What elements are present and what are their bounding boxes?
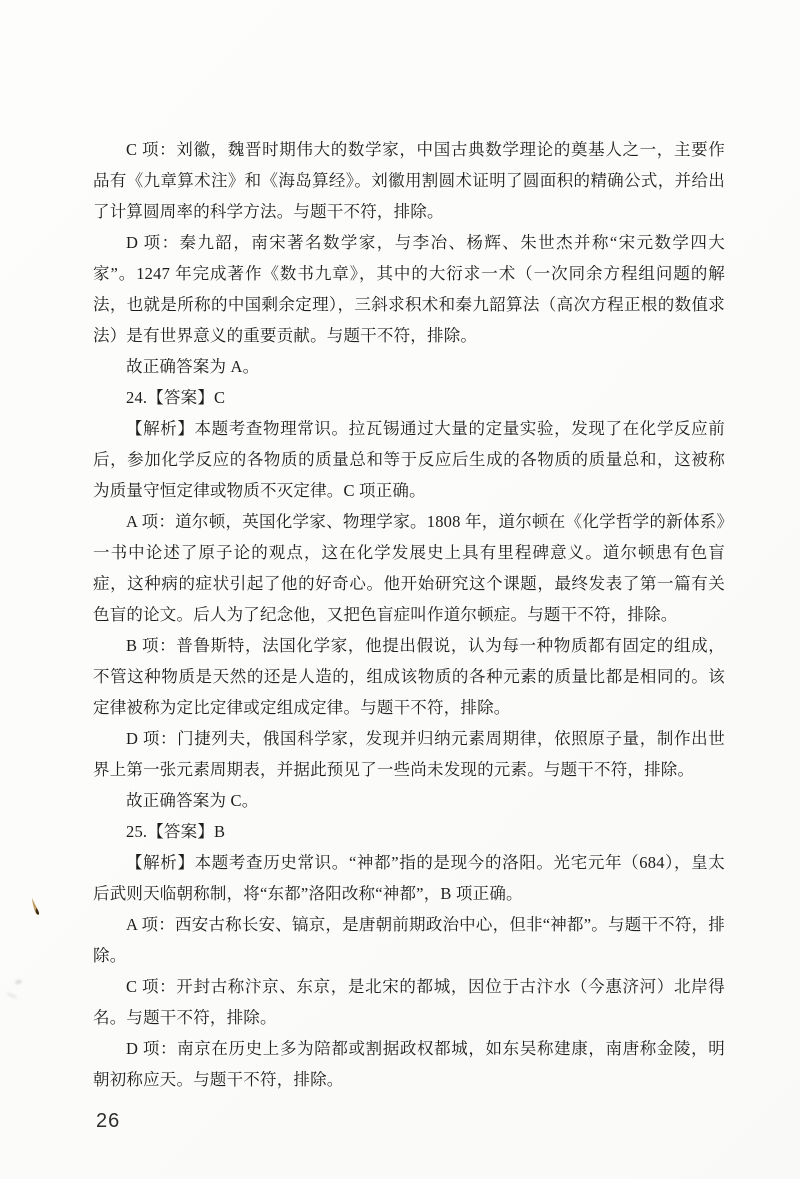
- q25-option-a-paragraph: A 项：西安古称长安、镐京，是唐朝前期政治中心，但非“神都”。与题干不符，排除。: [93, 915, 725, 965]
- q24-analysis-paragraph: 【解析】本题考查物理常识。拉瓦锡通过大量的定量实验，发现了在化学反应前后，参加化学反应的各物质的质量总和等于反应后生成的各物质的质量总和，这被称为质量守恒定律或物质不灭定律。C 项正确。: [93, 419, 725, 500]
- q23-conclusion-paragraph: 故正确答案为 A。: [126, 357, 260, 376]
- page-number: 26: [96, 1110, 121, 1132]
- paper-smudge: [6, 992, 18, 1000]
- pen-mark-artifact: [28, 897, 45, 920]
- q24-conclusion-paragraph: 故正确答案为 C。: [126, 791, 259, 810]
- answer-explanations-text: [93, 134, 725, 1095]
- q25-option-d-paragraph: D 项：南京在历史上多为陪都或割据政权都城，如东吴称建康，南唐称金陵，明朝初称应天。与题干不符，排除。: [93, 1039, 725, 1089]
- q23-option-d-paragraph: D 项：秦九韶，南宋著名数学家，与李冶、杨辉、朱世杰并称“宋元数学四大家”。1247 年完成著作《数书九章》，其中的大衍求一术（一次同余方程组问题的解法，也就是所称的中国剩余定理），三斜求积术和秦九韶算法（高次方程正根的数值求法）是有世界意义的重要贡献。与题干不符，排除。: [93, 233, 725, 345]
- q24-answer-line: 24.【答案】C: [126, 388, 226, 407]
- q25-analysis-paragraph: 【解析】本题考查历史常识。“神都”指的是现今的洛阳。光宅元年（684），皇太后武则天临朝称制，将“东都”洛阳改称“神都”，B 项正确。: [93, 853, 725, 903]
- q23-option-c-paragraph: C 项：刘徽，魏晋时期伟大的数学家，中国古典数学理论的奠基人之一，主要作品有《九章算术注》和《海岛算经》。刘徽用割圆术证明了圆面积的精确公式，并给出了计算圆周率的科学方法。与题干不符，排除。: [93, 140, 725, 221]
- paper-smudge: [15, 979, 23, 985]
- q25-answer-line: 25.【答案】B: [126, 822, 226, 841]
- q24-option-d-paragraph: D 项：门捷列夫，俄国科学家，发现并归纳元素周期律，依照原子量，制作出世界上第一张元素周期表，并据此预见了一些尚未发现的元素。与题干不符，排除。: [93, 729, 725, 779]
- q25-option-c-paragraph: C 项：开封古称汴京、东京，是北宋的都城，因位于古汴水（今惠济河）北岸得名。与题干不符，排除。: [93, 977, 725, 1027]
- q24-option-a-paragraph: A 项：道尔顿，英国化学家、物理学家。1808 年，道尔顿在《化学哲学的新体系》一书中论述了原子论的观点，这在化学发展史上具有里程碑意义。道尔顿患有色盲症，这种病的症状引起了他的好奇心。他开始研究这个课题，最终发表了第一篇有关色盲的论文。后人为了纪念他，又把色盲症叫作道尔顿症。与题干不符，排除。: [93, 512, 725, 624]
- q24-option-b-paragraph: B 项：普鲁斯特，法国化学家，他提出假说，认为每一种物质都有固定的组成，不管这种物质是天然的还是人造的，组成该物质的各种元素的质量比都是相同的。该定律被称为定比定律或定组成定律。与题干不符，排除。: [93, 636, 725, 717]
